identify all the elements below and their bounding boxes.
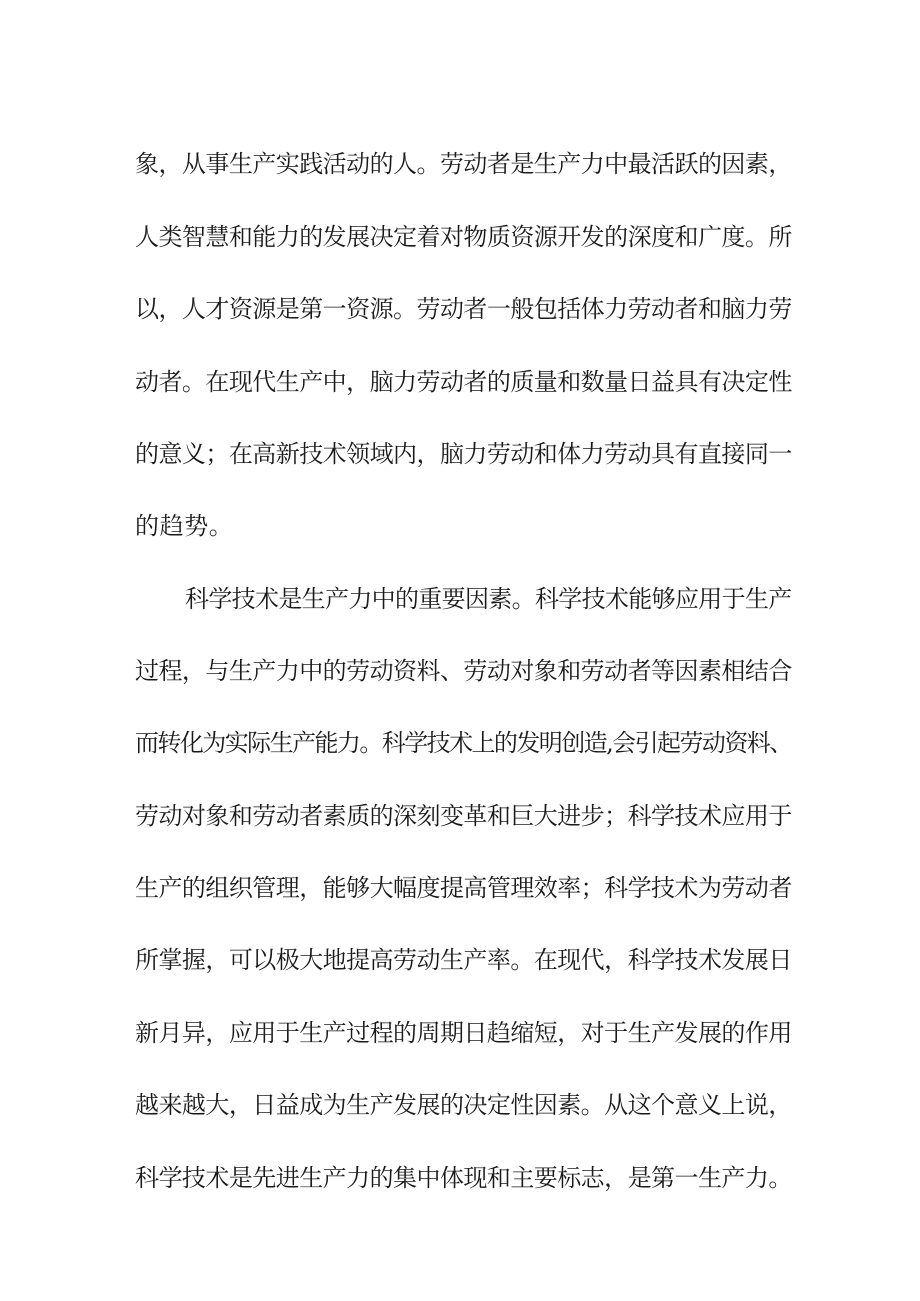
paragraph-1-line-1: 象，从事生产实践活动的人。劳动者是生产力中最活跃的因素， (135, 150, 792, 178)
paragraph-2-line-3: 而转化为实际生产能力。科学技术上的发明创造,会引起劳动资料、 (135, 729, 792, 757)
paragraph-2-line-7: 新月异，应用于生产过程的周期日趋缩短，对于生产发展的作用 (135, 1019, 792, 1047)
paragraph-1-line-6: 的趋势。 (135, 512, 234, 540)
paragraph-2-line-9: 科学技术是先进生产力的集中体现和主要标志，是第一生产力。 (135, 1164, 792, 1192)
paragraph-2-line-5: 生产的组织管理，能够大幅度提高管理效率；科学技术为劳动者 (135, 874, 792, 902)
paragraph-2-line-2: 过程，与生产力中的劳动资料、劳动对象和劳动者等因素相结合 (135, 657, 792, 685)
paragraph-1-line-3: 以，人才资源是第一资源。劳动者一般包括体力劳动者和脑力劳 (135, 295, 792, 323)
paragraph-1-line-2: 人类智慧和能力的发展决定着对物质资源开发的深度和广度。所 (135, 223, 792, 251)
paragraph-1-line-5: 的意义；在高新技术领域内，脑力劳动和体力劳动具有直接同一 (135, 440, 792, 468)
paragraph-2-line-4: 劳动对象和劳动者素质的深刻变革和巨大进步；科学技术应用于 (135, 802, 792, 830)
paragraph-2-line-6: 所掌握，可以极大地提高劳动生产率。在现代，科学技术发展日 (135, 946, 792, 974)
paragraph-2-line-1: 科学技术是生产力中的重要因素。科学技术能够应用于生产 (185, 585, 792, 613)
paragraph-2-line-8: 越来越大，日益成为生产发展的决定性因素。从这个意义上说， (135, 1091, 792, 1119)
paragraph-1-line-4: 动者。在现代生产中，脑力劳动者的质量和数量日益具有决定性 (135, 368, 792, 396)
